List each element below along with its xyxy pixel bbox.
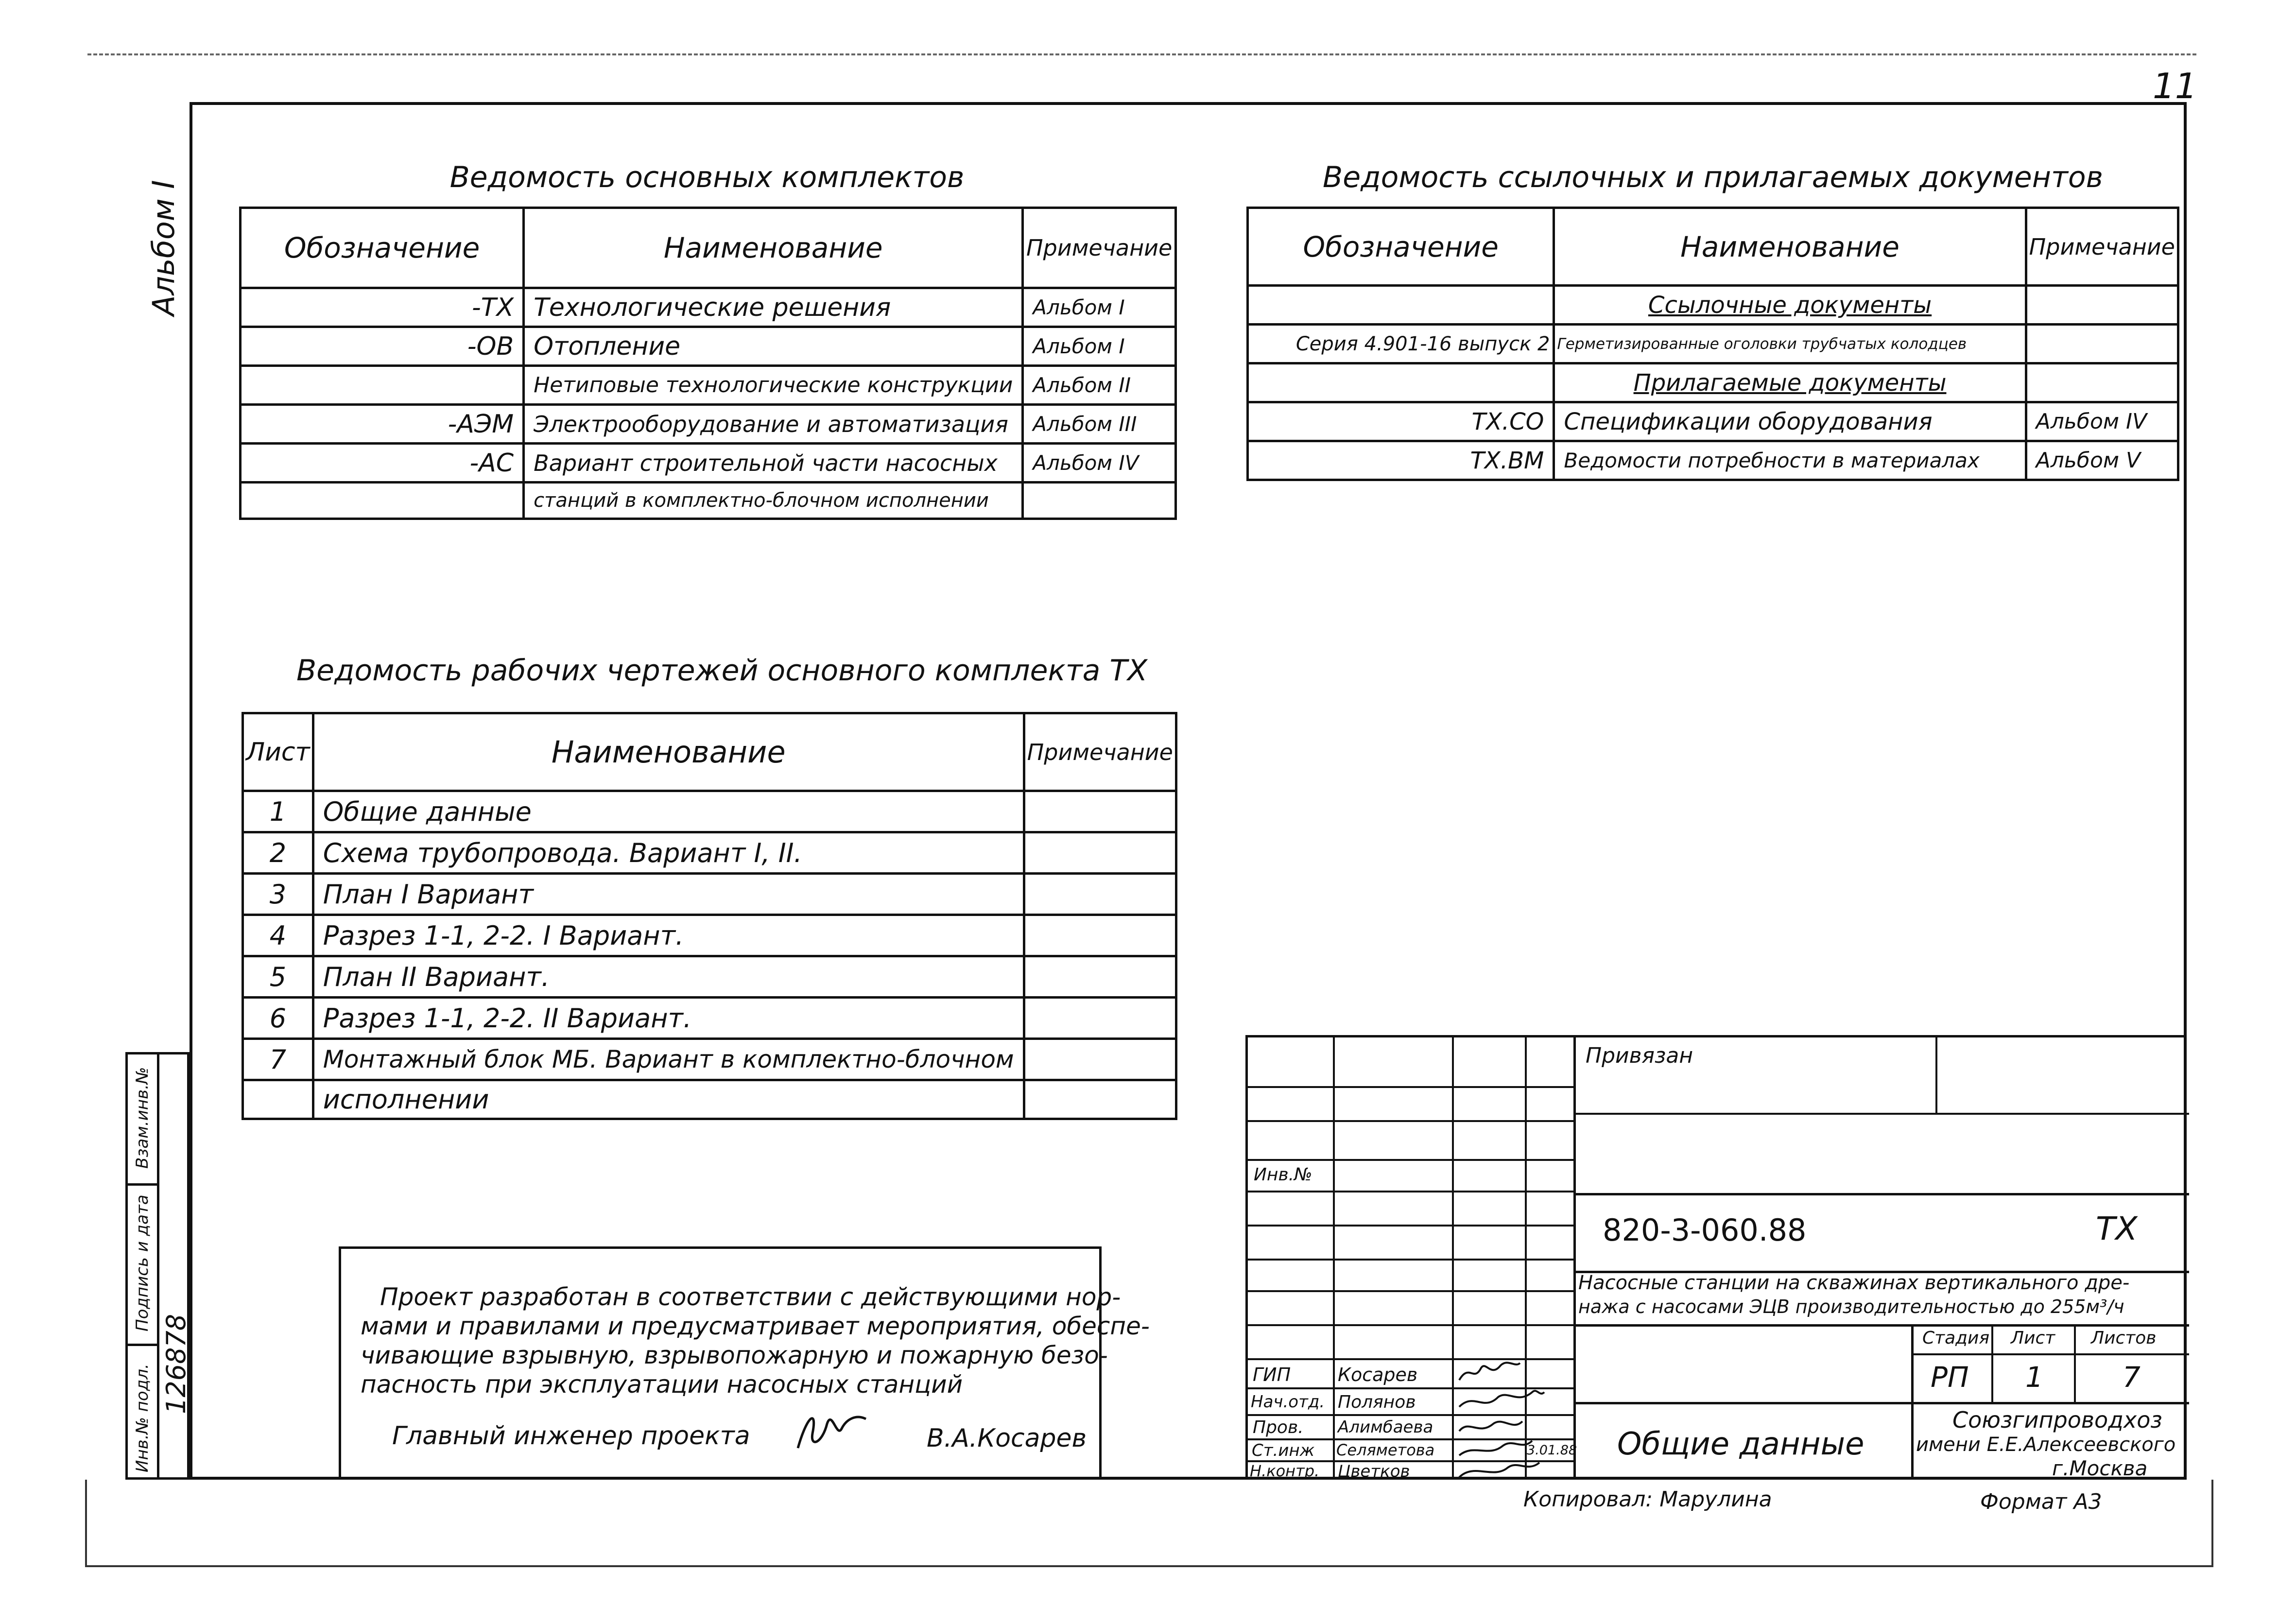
- chief-engineer-signature: [793, 1404, 871, 1458]
- sheet-number: 7: [243, 1039, 313, 1080]
- doc-note: Альбом IV: [2026, 402, 2178, 441]
- drawing-note: [1024, 1039, 1176, 1080]
- set-name: Электрооборудование и автоматизация: [524, 405, 1023, 444]
- sheet-number: 3: [243, 874, 313, 915]
- doc-note: [2026, 325, 2178, 363]
- table-row: [243, 1039, 1176, 1080]
- doc-code: ТХ.СО: [1248, 402, 1554, 441]
- header-note: Примечание: [1024, 713, 1176, 791]
- drawing-note: [1024, 1080, 1176, 1119]
- stage-value: РП: [1931, 1361, 1969, 1394]
- table-row: [1248, 286, 2178, 325]
- table-row: [241, 288, 1176, 327]
- staff-role: Ст.инж: [1252, 1441, 1315, 1460]
- doc-note: [2026, 286, 2178, 325]
- header-designation: Обозначение: [1248, 208, 1554, 286]
- document-mark: ТХ: [2096, 1210, 2138, 1247]
- header-name: Наименование: [524, 208, 1023, 288]
- header-designation: Обозначение: [241, 208, 524, 288]
- staff-name: Селяметова: [1336, 1441, 1435, 1459]
- copied-by: Копировал: Марулина: [1523, 1487, 1772, 1512]
- title-block: [1245, 1035, 2187, 1480]
- compliance-note-box: [339, 1246, 1150, 1477]
- organization-line-2: имени Е.Е.Алексеевского: [1916, 1434, 2176, 1456]
- table-row: [241, 444, 1176, 483]
- table-row: [243, 998, 1176, 1039]
- organization-line-1: Союзгипроводхоз: [1952, 1407, 2162, 1433]
- staff-signatures: [1454, 1358, 1571, 1482]
- side-inv-original: Инв.№ подл.: [133, 1364, 152, 1472]
- sheets-label: Листов: [2091, 1328, 2157, 1348]
- album-side-label: Альбом I: [146, 180, 181, 316]
- table-row: [241, 366, 1176, 405]
- sheet-number: 4: [243, 915, 313, 956]
- staff-role: ГИП: [1253, 1364, 1291, 1385]
- drawing-name: Монтажный блок МБ. Вариант в комплектно-блочном: [313, 1039, 1024, 1080]
- side-sign-date: Подпись и дата: [133, 1194, 152, 1331]
- staff-name: Косарев: [1338, 1364, 1418, 1385]
- sheet-number: 5: [243, 956, 313, 998]
- drawing-name: План II Вариант.: [313, 956, 1024, 998]
- ref-docs-table: [1246, 207, 2179, 481]
- drawing-note: [1024, 915, 1176, 956]
- doc-code: ТХ.ВМ: [1248, 441, 1554, 480]
- organization-city: г.Москва: [2052, 1456, 2148, 1480]
- header-note: Примечание: [2026, 208, 2178, 286]
- signer-name: В.А.Косарев: [927, 1424, 1087, 1453]
- sheet-number: 1: [243, 791, 313, 832]
- table-row: [241, 483, 1176, 519]
- set-code: -ТХ: [241, 288, 524, 327]
- drawing-name: Общие данные: [313, 791, 1024, 832]
- document-code: 820-3-060.88: [1603, 1212, 1807, 1248]
- header-note: Примечание: [1023, 208, 1176, 288]
- set-note: Альбом I: [1023, 288, 1176, 327]
- top-rule: [87, 53, 2196, 55]
- set-code: [241, 366, 524, 405]
- set-name: Отопление: [524, 327, 1023, 366]
- signer-role: Главный инженер проекта: [392, 1421, 750, 1451]
- set-name: Технологические решения: [524, 288, 1023, 327]
- table-row: [241, 405, 1176, 444]
- set-name: Нетиповые технологические конструкции: [524, 366, 1023, 405]
- staff-name: Алимбаева: [1338, 1417, 1433, 1437]
- main-sets-title: Ведомость основных комплектов: [449, 160, 965, 194]
- set-note: Альбом III: [1023, 405, 1176, 444]
- drawing-note: [1024, 998, 1176, 1039]
- header-sheet: Лист: [243, 713, 313, 791]
- sheet-label: Лист: [2011, 1328, 2055, 1348]
- sheet-number: [243, 1080, 313, 1119]
- drawing-name: Схема трубопровода. Вариант I, II.: [313, 832, 1024, 874]
- set-code: -АЭМ: [241, 405, 524, 444]
- table-row: [243, 956, 1176, 998]
- table-row: [241, 327, 1176, 366]
- side-stamp: [125, 1052, 190, 1480]
- set-name: станций в комплектно-блочном исполнении: [524, 483, 1023, 519]
- drawing-name: План I Вариант: [313, 874, 1024, 915]
- work-drawings-table: [242, 712, 1177, 1120]
- table-row: [243, 832, 1176, 874]
- drawing-name: Разрез 1-1, 2-2. I Вариант.: [313, 915, 1024, 956]
- doc-note: Альбом V: [2026, 441, 2178, 480]
- doc-section-heading: Прилагаемые документы: [1554, 363, 2026, 402]
- sheet-number: 6: [243, 998, 313, 1039]
- ref-docs-title: Ведомость ссылочных и прилагаемых документов: [1323, 160, 2103, 194]
- outer-sheet-border: [85, 1480, 2213, 1567]
- table-row: [243, 791, 1176, 832]
- table-row: [243, 915, 1176, 956]
- doc-code: Серия 4.901-16 выпуск 2: [1248, 325, 1554, 363]
- set-code: [241, 483, 524, 519]
- main-sets-table: [239, 207, 1177, 520]
- table-row: [1248, 441, 2178, 480]
- drawing-note: [1024, 956, 1176, 998]
- staff-name: Цветков: [1338, 1462, 1410, 1481]
- paper-format: Формат А3: [1980, 1489, 2102, 1514]
- doc-name: Герметизированные оголовки трубчатых колодцев: [1554, 325, 2026, 363]
- inv-number-label: Инв.№: [1254, 1165, 1312, 1185]
- doc-name: Спецификации оборудования: [1554, 402, 2026, 441]
- drawing-note: [1024, 791, 1176, 832]
- set-code: -АС: [241, 444, 524, 483]
- note-line-2: мами и правилами и предусматривает мероприятия, обеспе-: [361, 1312, 1150, 1340]
- doc-code: [1248, 286, 1554, 325]
- page-number: 11: [2153, 66, 2197, 106]
- note-line-4: пасность при эксплуатации насосных станций: [361, 1370, 963, 1399]
- drawing-note: [1024, 874, 1176, 915]
- approval-date: 3.01.88: [1527, 1443, 1577, 1458]
- doc-section-heading: Ссылочные документы: [1554, 286, 2026, 325]
- doc-code: [1248, 363, 1554, 402]
- set-note: Альбом II: [1023, 366, 1176, 405]
- side-inv-number: 126878: [161, 1313, 191, 1414]
- note-line-1: Проект разработан в соответствии с действующими нор-: [380, 1283, 1121, 1311]
- doc-name: Ведомости потребности в материалах: [1554, 441, 2026, 480]
- header-name: Наименование: [313, 713, 1024, 791]
- project-description-2: нажа с насосами ЭЦВ производительностью до 255м³/ч: [1578, 1296, 2124, 1317]
- set-name: Вариант строительной части насосных: [524, 444, 1023, 483]
- table-row: [1248, 363, 2178, 402]
- header-name: Наименование: [1554, 208, 2026, 286]
- set-note: Альбом IV: [1023, 444, 1176, 483]
- table-row: [243, 874, 1176, 915]
- set-code: -ОВ: [241, 327, 524, 366]
- staff-role: Нач.отд.: [1251, 1392, 1325, 1412]
- work-drawings-title: Ведомость рабочих чертежей основного комплекта ТХ: [296, 654, 1148, 688]
- doc-note: [2026, 363, 2178, 402]
- table-row: [243, 1080, 1176, 1119]
- staff-role: Пров.: [1253, 1417, 1304, 1437]
- sheets-value: 7: [2123, 1361, 2141, 1394]
- project-description-1: Насосные станции на скважинах вертикального дре-: [1578, 1272, 2130, 1294]
- drawing-name: Разрез 1-1, 2-2. II Вариант.: [313, 998, 1024, 1039]
- sheet-name: Общие данные: [1617, 1426, 1864, 1462]
- drawing-name: исполнении: [313, 1080, 1024, 1119]
- sheet-value: 1: [2025, 1361, 2043, 1394]
- staff-role: Н.контр.: [1250, 1462, 1320, 1480]
- stage-label: Стадия: [1922, 1328, 1990, 1348]
- table-row: [1248, 402, 2178, 441]
- table-row: [1248, 325, 2178, 363]
- side-inv-replacement: Взам.инв.№: [133, 1067, 152, 1169]
- set-note: [1023, 483, 1176, 519]
- attached-label: Привязан: [1586, 1043, 1693, 1068]
- sheet-number: 2: [243, 832, 313, 874]
- drawing-note: [1024, 832, 1176, 874]
- set-note: Альбом I: [1023, 327, 1176, 366]
- note-line-3: чивающие взрывную, взрывопожарную и пожарную безо-: [361, 1341, 1108, 1369]
- staff-name: Полянов: [1338, 1392, 1416, 1412]
